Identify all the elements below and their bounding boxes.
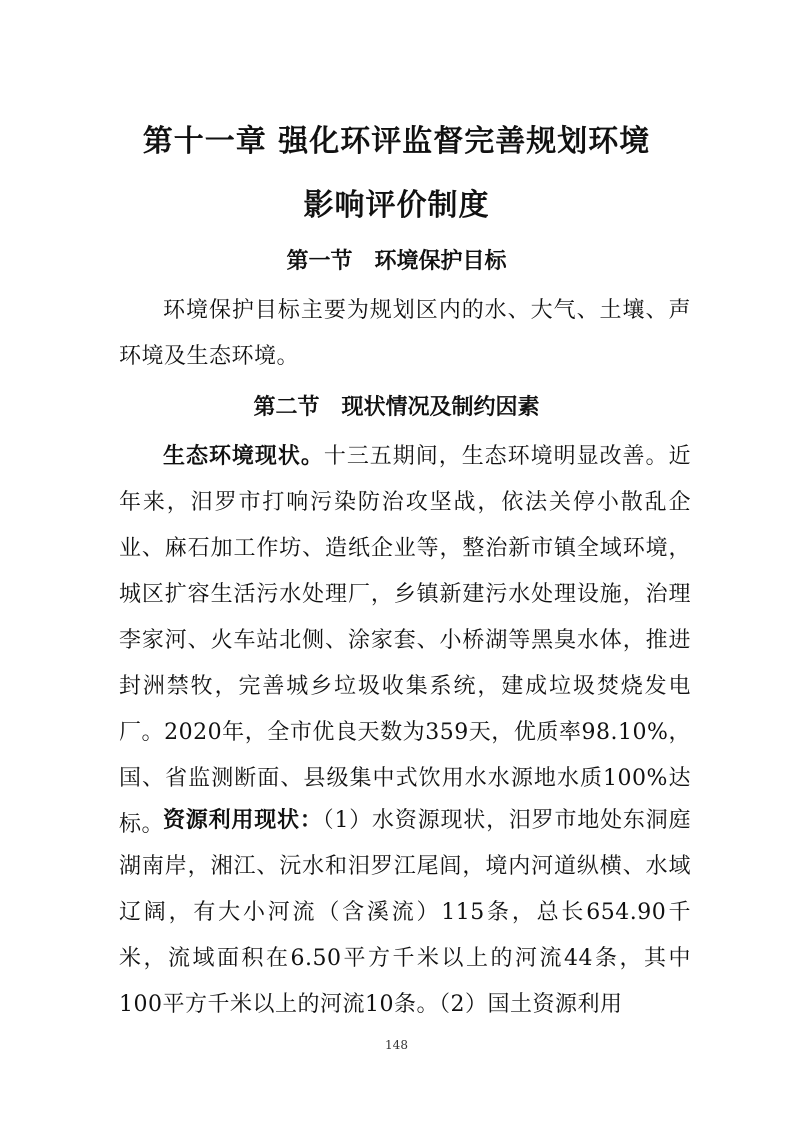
- chapter-title-line2: 影响评价制度: [303, 188, 490, 223]
- resource-status-body: （1）水资源现状，汨罗市地处东洞庭湖南岸，湘江、沅水和汨罗江尾闾，境内河道纵横、水域辽阔，有大小河流（含溪流）115条，总长654.90千米，流域面积在6.50平方千米以上的河流44条，其中100平方千米以上的河流10条。（2）国土资源利用: [119, 808, 691, 1017]
- ecology-status-paragraph: [119, 434, 691, 848]
- page-number: 148: [385, 1038, 408, 1052]
- resource-status-lead: 资源利用现状：: [163, 808, 323, 833]
- section-title-1: 第一节 环境保护目标: [286, 249, 507, 274]
- resource-status-paragraph: [119, 798, 691, 1028]
- ecology-status-lead: 生态环境现状。: [163, 444, 324, 469]
- section-title-2: 第二节 现状情况及制约因素: [253, 395, 540, 420]
- chapter-title-line1: 第十一章 强化环评监督完善规划环境: [142, 124, 651, 159]
- section1-paragraph: 环境保护目标主要为规划区内的水、大气、土壤、声环境及生态环境。: [119, 298, 691, 369]
- ecology-status-body: 十三五期间，生态环境明显改善。近年来，汨罗市打响污染防治攻坚战，依法关停小散乱企业、麻石加工作坊、造纸企业等，整治新市镇全域环境，城区扩容生活污水处理厂，乡镇新建污水处理设施，治理李家河、火车站北侧、涂家套、小桥湖等黑臭水体，推进封洲禁牧，完善城乡垃圾收集系统，建成垃圾焚烧发电厂。2020年，全市优良天数为359天，优质率98.10%，国、省监测断面、县级集中式饮用水水源地水质100%达标。: [119, 444, 691, 837]
